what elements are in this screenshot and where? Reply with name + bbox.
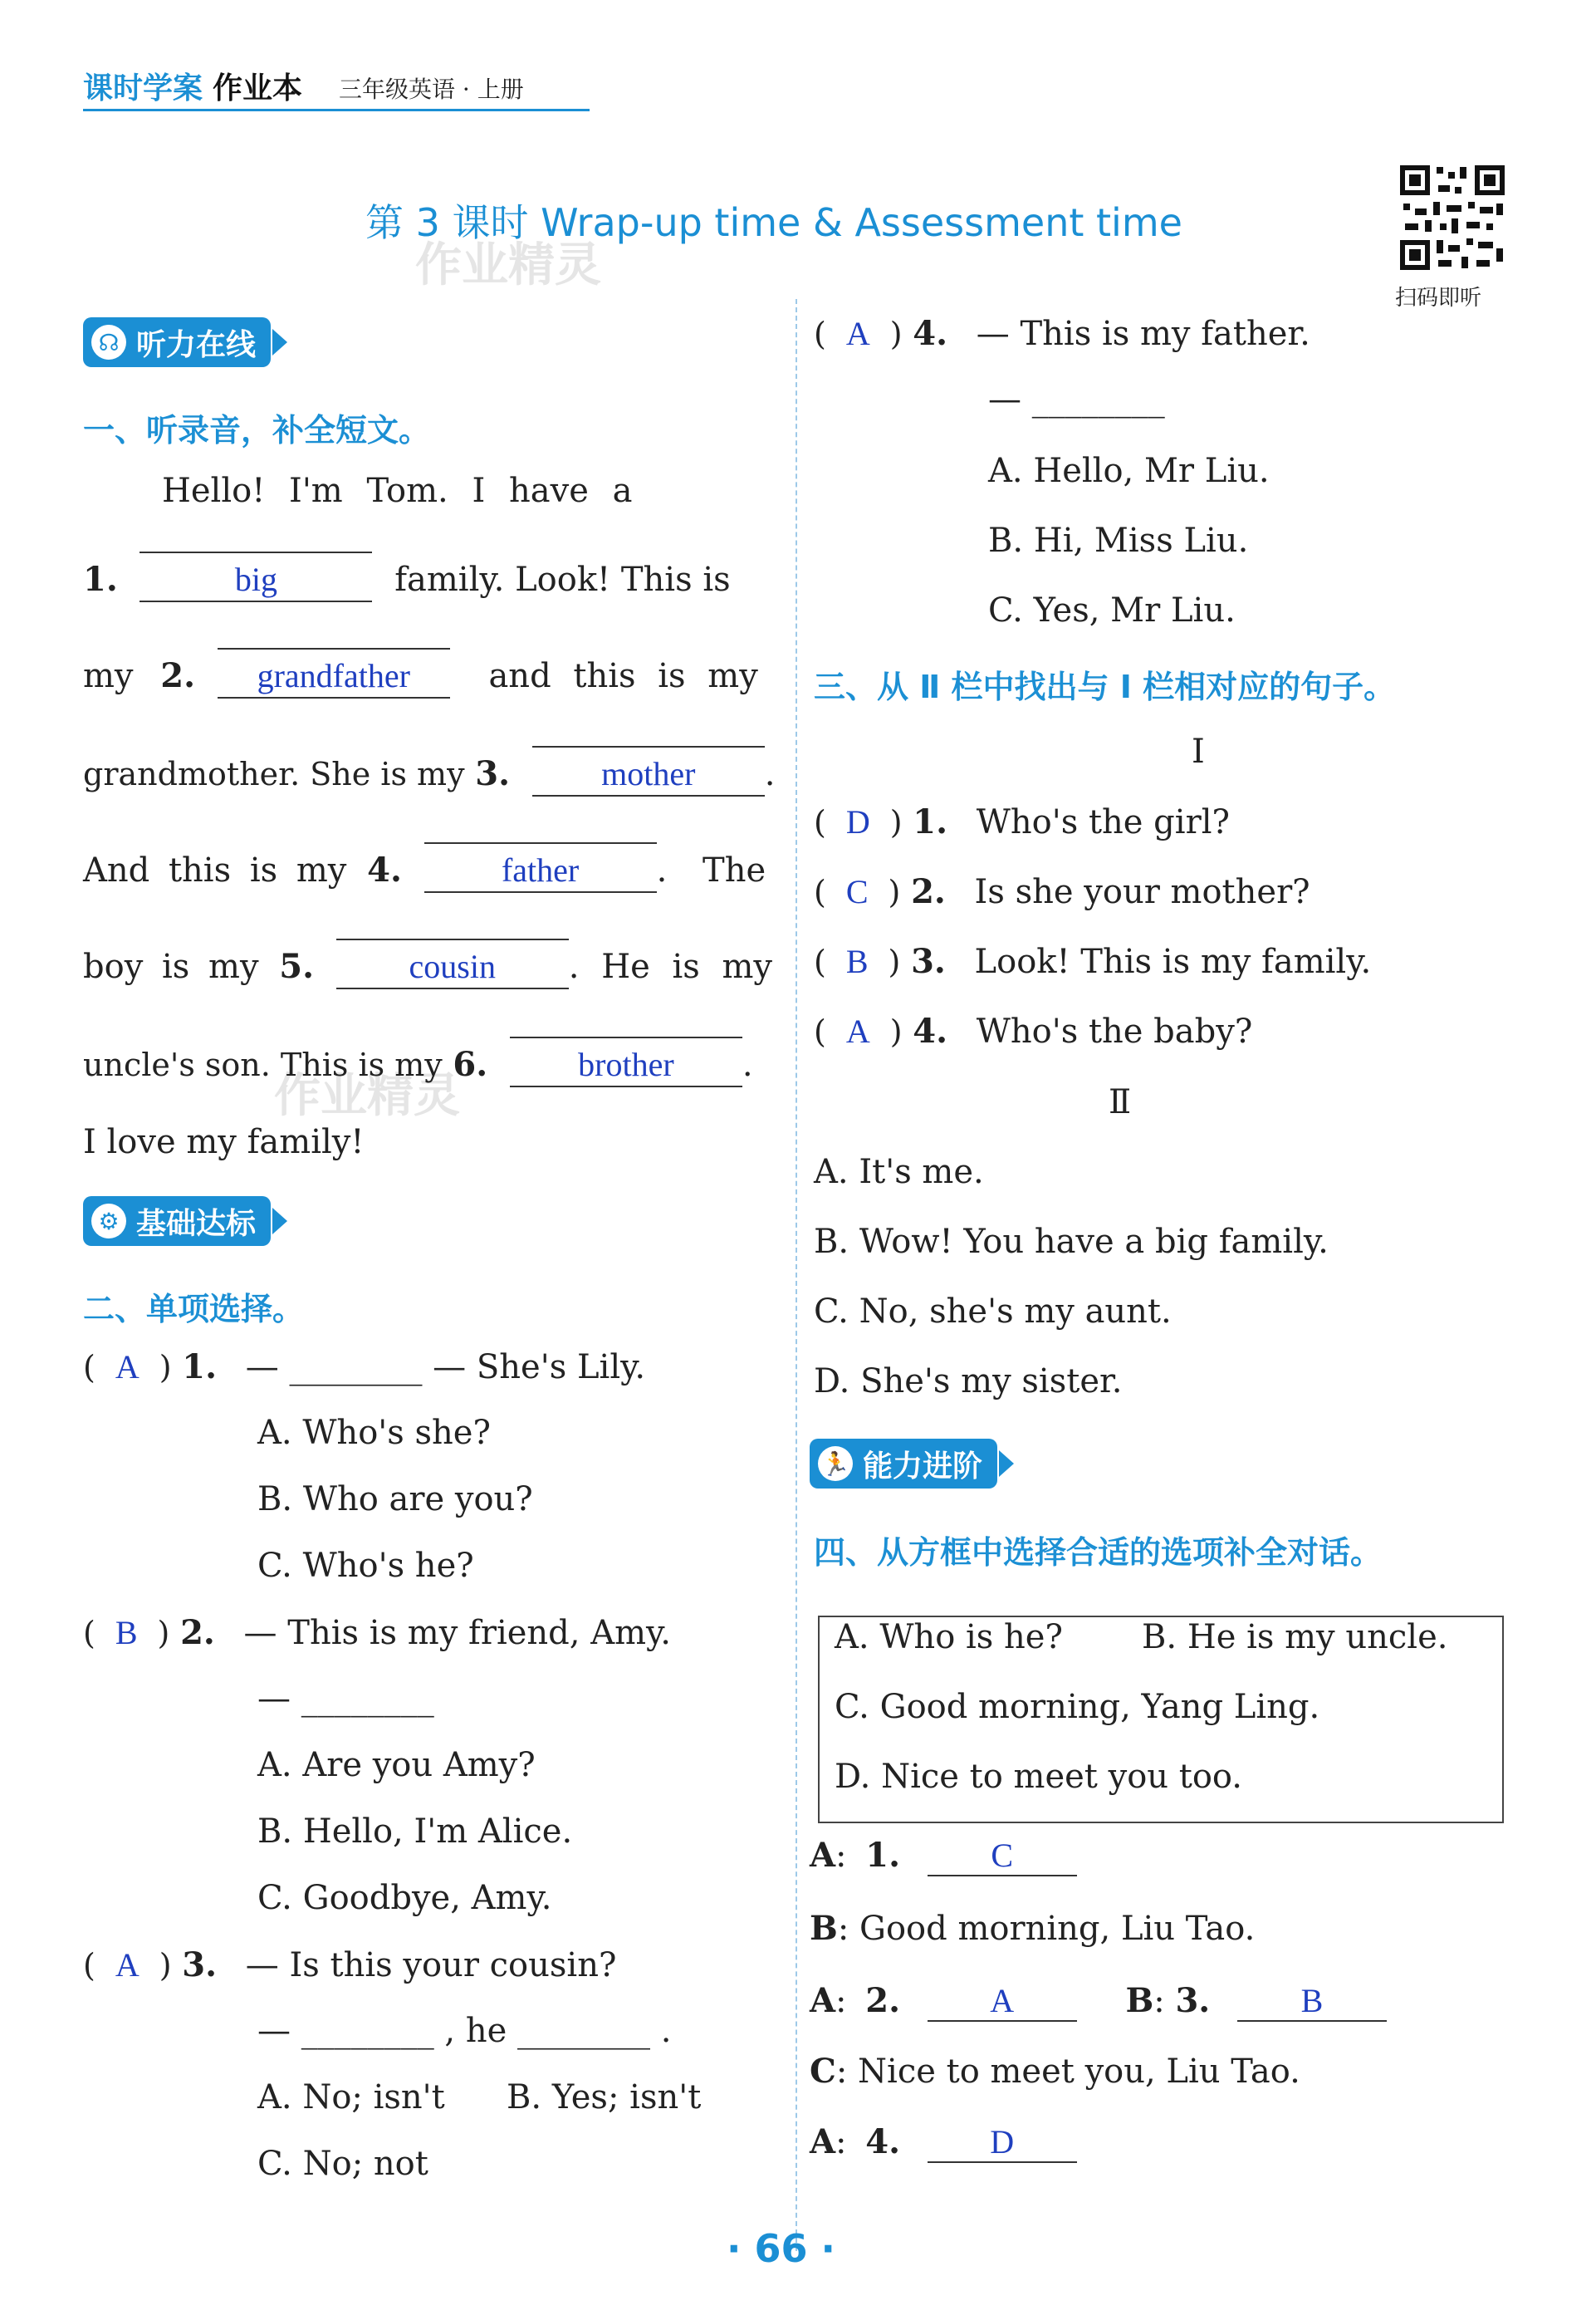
headset-icon: ☊	[91, 325, 126, 360]
box-option: B. He is my uncle.	[1142, 1618, 1448, 1656]
running-person-icon: 🏃	[818, 1446, 853, 1481]
badge-advanced: 🏃 能力进阶	[810, 1439, 997, 1489]
match-item: ( C ) 2. Is she your mother?	[814, 872, 1310, 911]
dialogue-line: A: 2. A B: 3. B	[810, 1981, 1387, 2022]
passage-line: I love my family!	[83, 1123, 365, 1161]
answer-1: big	[234, 561, 278, 598]
mc-option: B. Hello, I'm Alice.	[257, 1812, 573, 1851]
mc-question-4: ( A ) 4. — This is my father.	[814, 314, 1310, 353]
section1-heading: 一、听录音，补全短文。	[83, 412, 431, 449]
answer-4: father	[501, 851, 580, 889]
mc-option: A. Who's she?	[257, 1414, 491, 1452]
match-item: ( D ) 1. Who's the girl?	[814, 802, 1230, 841]
page-title: 第 3 课时 Wrap-up time & Assessment time	[365, 200, 1182, 245]
mc-option: A. Are you Amy?	[257, 1746, 536, 1784]
dialogue-line: C: Nice to meet you, Liu Tao.	[810, 2052, 1300, 2091]
match-option: A. It's me.	[814, 1153, 984, 1191]
answer-5: cousin	[409, 948, 496, 985]
mc-question-1: ( A ) 1. — ________ — She's Lily.	[83, 1347, 646, 1386]
dialogue-line: B: Good morning, Liu Tao.	[810, 1909, 1256, 1948]
match-option: C. No, she's my aunt.	[814, 1292, 1172, 1331]
passage-line: grandmother. She is my 3. mother .	[83, 746, 775, 797]
match-item: ( A ) 4. Who's the baby?	[814, 1012, 1253, 1051]
gear-icon: ⚙	[91, 1204, 126, 1238]
passage-line: boy is my 5. cousin . He is my	[83, 939, 772, 989]
section3-heading: 三、从 Ⅱ 栏中找出与 Ⅰ 栏相对应的句子。	[814, 669, 1396, 705]
mc-blank-line: — ________ , he ________ .	[257, 2012, 672, 2050]
passage-line: Hello! I'm Tom. I have a	[162, 472, 633, 510]
mc-blank-line: — ________	[988, 380, 1165, 419]
passage-line: And this is my 4. father . The	[83, 842, 766, 893]
answer-2: grandfather	[257, 657, 410, 694]
qr-code-icon[interactable]	[1397, 162, 1508, 273]
column-divider	[796, 299, 797, 2251]
mc-option: A. No; isn't	[257, 2078, 445, 2116]
mc-option: C. Who's he?	[257, 1547, 474, 1585]
section2-heading: 二、单项选择。	[83, 1291, 305, 1327]
watermark: 作业精灵	[274, 1069, 460, 1123]
header-subtitle: 三年级英语 · 上册	[339, 76, 524, 103]
column-label-1: Ⅰ	[1192, 733, 1205, 771]
mc-option: C. No; not	[257, 2145, 428, 2183]
match-option: B. Wow! You have a big family.	[814, 1223, 1329, 1261]
passage-line: uncle's son. This is my 6. brother .	[83, 1037, 753, 1087]
watermark: 作业精灵	[415, 238, 601, 292]
page-number: · 66 ·	[727, 2226, 835, 2271]
passage-line: my 2. grandfather and this is my	[83, 648, 758, 699]
match-option: D. She's my sister.	[814, 1362, 1123, 1400]
mc-option: B. Hi, Miss Liu.	[988, 522, 1249, 560]
mc-question-3: ( A ) 3. — Is this your cousin?	[83, 1945, 617, 1984]
header-rule	[83, 109, 590, 111]
mc-option: C. Goodbye, Amy.	[257, 1879, 552, 1917]
section4-heading: 四、从方框中选择合适的选项补全对话。	[814, 1534, 1383, 1571]
answer-3: mother	[601, 755, 696, 792]
passage-line: 1. big family. Look! This is	[83, 552, 731, 602]
mc-option: A. Hello, Mr Liu.	[988, 452, 1270, 490]
badge-listening: ☊ 听力在线	[83, 317, 271, 367]
mc-option: B. Yes; isn't	[507, 2078, 702, 2116]
box-option: C. Good morning, Yang Ling.	[835, 1688, 1320, 1726]
mc-option: C. Yes, Mr Liu.	[988, 591, 1236, 630]
dialogue-line: A: 1. C	[810, 1836, 1077, 1876]
dialogue-line: A: 4. D	[810, 2122, 1077, 2163]
header-brand: 课时学案 作业本	[83, 71, 303, 105]
mc-blank-line: — ________	[257, 1680, 434, 1718]
match-item: ( B ) 3. Look! This is my family.	[814, 942, 1372, 981]
badge-basic: ⚙ 基础达标	[83, 1196, 271, 1246]
qr-label: 扫码即听	[1395, 286, 1482, 311]
box-option: A. Who is he?	[835, 1618, 1063, 1656]
column-label-2: Ⅱ	[1109, 1083, 1132, 1121]
mc-question-2: ( B ) 2. — This is my friend, Amy.	[83, 1613, 672, 1652]
answer-6: brother	[578, 1046, 674, 1083]
box-option: D. Nice to meet you too.	[835, 1758, 1242, 1796]
mc-option: B. Who are you?	[257, 1480, 533, 1518]
